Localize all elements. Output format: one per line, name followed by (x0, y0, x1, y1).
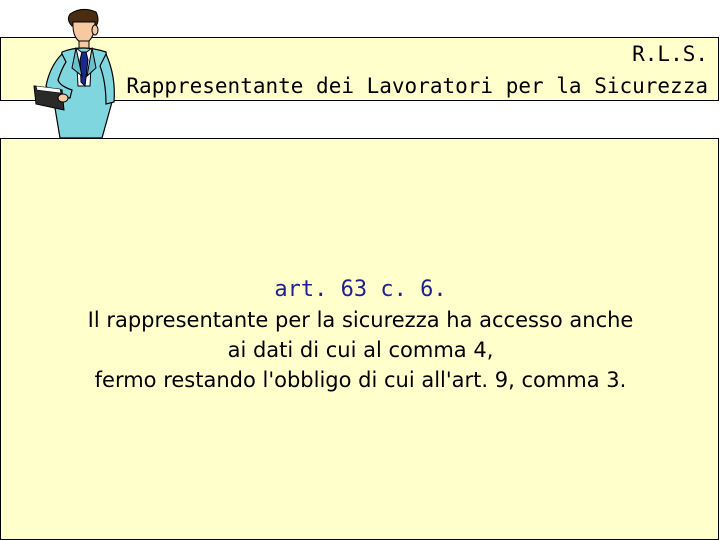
body-line-2: ai dati di cui al comma 4, (227, 338, 494, 362)
body-line-3: fermo restando l'obbligo di cui all'art. 9, comma 3. (94, 368, 627, 392)
body-line-1: Il rappresentante per la sicurezza ha accesso anche (87, 308, 634, 332)
header-subtitle: Rappresentante dei Lavoratori per la Sicurezza (126, 74, 708, 98)
man-reading-book-icon (32, 6, 132, 138)
header-title: R.L.S. (632, 42, 708, 66)
content-panel (0, 138, 719, 540)
content-text (1, 275, 720, 395)
article-reference: art. 63 c. 6. (274, 277, 447, 302)
